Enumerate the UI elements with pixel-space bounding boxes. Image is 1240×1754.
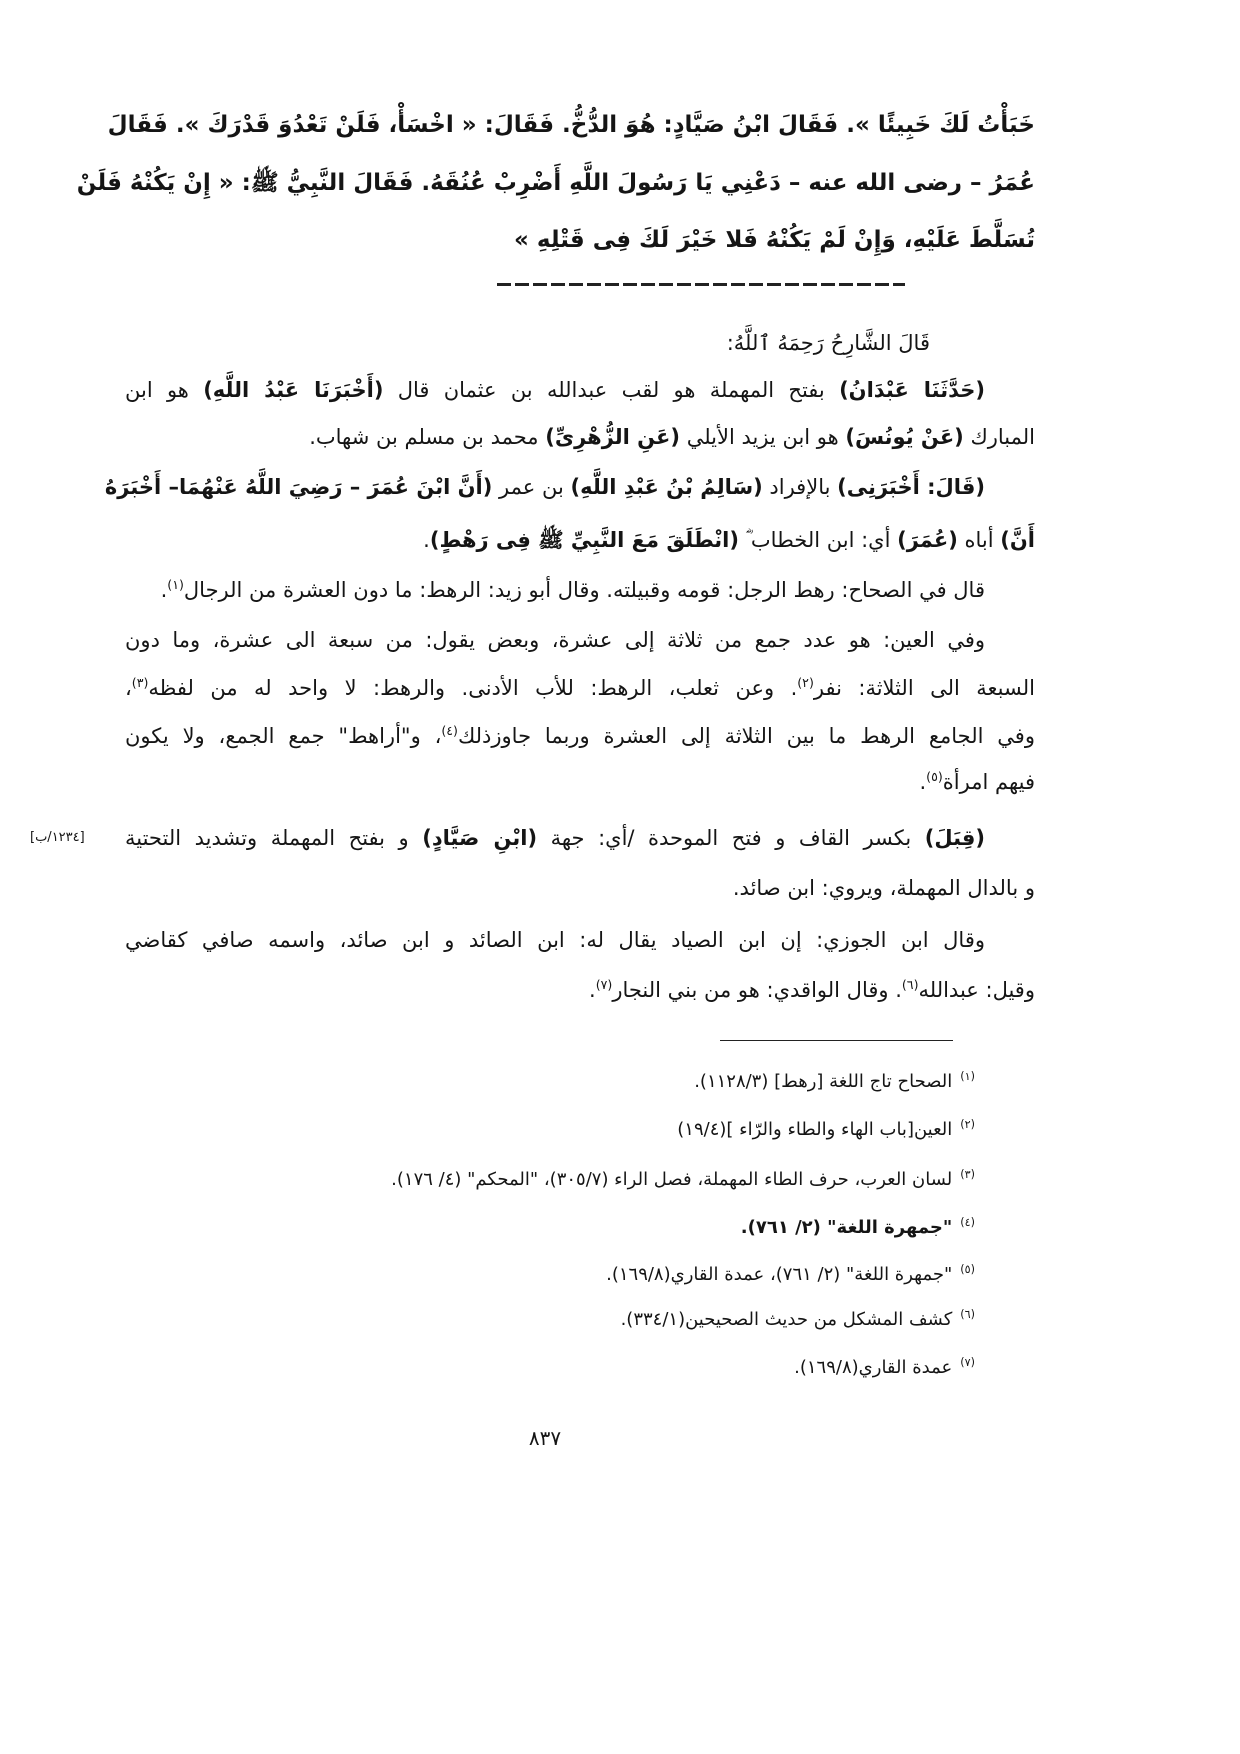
body-line bbox=[125, 668, 1035, 708]
footnote-marker: (٧) bbox=[960, 1356, 975, 1369]
footnote-marker: (٤) bbox=[960, 1216, 975, 1229]
text-run: ، bbox=[125, 676, 132, 700]
body-line bbox=[125, 570, 1035, 610]
bold-text: (حَدَّثَنَا عَبْدَانُ) bbox=[839, 378, 985, 402]
text-run: بكسر القاف و فتح الموحدة /أي: جهة bbox=[537, 826, 925, 850]
text-run: وقيل: عبدالله bbox=[918, 978, 1035, 1002]
text-run: "جمهرة اللغة" (٢/ ٧٦١)، عمدة القاري(١٦٩/٨). bbox=[606, 1264, 953, 1285]
footnote-reference: (١) bbox=[167, 577, 184, 592]
footnote-marker: (٦) bbox=[960, 1308, 975, 1321]
bold-text: (قِبَلَ) bbox=[924, 826, 986, 850]
text-run: أي: ابن الخطاب ؓ bbox=[738, 528, 898, 552]
footnote-marker: (٥) bbox=[960, 1263, 975, 1276]
body-line bbox=[125, 417, 1035, 457]
text-run: الصحاح تاج اللغة [رهط] (١١٢٨/٣). bbox=[694, 1071, 953, 1092]
footnote-marker: (١) bbox=[960, 1070, 975, 1083]
body-line bbox=[125, 970, 1035, 1010]
text-run: . bbox=[160, 578, 168, 602]
text-run: فيهم امرأة bbox=[942, 770, 1035, 794]
footnote-reference: (٦) bbox=[901, 977, 919, 992]
bold-text: أَنَّ) bbox=[1000, 528, 1035, 552]
footnote-reference: (٧) bbox=[595, 977, 613, 992]
text-run: . bbox=[919, 770, 927, 794]
margin-note: [١٢٣٤/ب] bbox=[30, 830, 85, 845]
body-line bbox=[125, 762, 1035, 802]
footnote bbox=[621, 1303, 975, 1337]
page-number: ٨٣٧ bbox=[528, 1426, 562, 1450]
footnote-separator bbox=[720, 1040, 953, 1041]
text-run: لسان العرب، حرف الطاء المهملة، فصل الراء (٣٠٥/٧)، "المحكم" (٤/ ١٧٦). bbox=[391, 1169, 953, 1190]
footnote bbox=[677, 1113, 975, 1147]
hadith-line: عُمَرُ – رضى الله عنه – دَعْنِي يَا رَسُولَ اللَّهِ أَضْرِبْ عُنُقَهُ. فَقَالَ النَّبِيُّ ﷺ: « إِنْ يَكُنْهُ فَلَنْ bbox=[76, 170, 1035, 196]
footnote-reference: (٤) bbox=[441, 723, 458, 738]
bold-text: (سَالِمُ بْنُ عَبْدِ اللَّهِ) bbox=[570, 475, 763, 499]
bold-text: (أَخْبَرَنَا عَبْدُ اللَّهِ) bbox=[203, 378, 384, 402]
text-run: محمد بن مسلم بن شهاب. bbox=[309, 425, 546, 449]
footnote-reference: (٣) bbox=[131, 675, 149, 690]
commentary-heading: قَالَ الشَّارِحُ رَحِمَهُ ٱللَّهُ: bbox=[726, 331, 930, 355]
text-run: قال في الصحاح: رهط الرجل: قومه وقبيلته. وقال أبو زيد: الرهط: ما دون العشرة من الرجال bbox=[183, 578, 985, 602]
text-run: . bbox=[589, 978, 596, 1002]
text-run: عمدة القاري(١٦٩/٨). bbox=[794, 1357, 953, 1378]
body-line bbox=[125, 520, 1035, 560]
text-run: . وقال الواقدي: هو من بني النجار bbox=[612, 978, 902, 1002]
footnote bbox=[391, 1163, 975, 1197]
bold-text: (عَنِ الزُّهْرِىِّ) bbox=[545, 425, 681, 449]
footnote bbox=[741, 1211, 975, 1245]
body-line bbox=[125, 920, 1035, 960]
text-run: هو ابن يزيد الأيلي bbox=[680, 425, 846, 449]
hadith-line: تُسَلَّطَ عَلَيْهِ، وَإِنْ لَمْ يَكُنْهُ فَلا خَيْرَ لَكَ فِى قَتْلِهِ » bbox=[514, 227, 1035, 253]
text-run: وقال ابن الجوزي: إن ابن الصياد يقال له: ابن الصائد و ابن صائد، واسمه صافي كقاضي bbox=[125, 928, 985, 952]
text-run: و بالدال المهملة، ويروي: ابن صائد. bbox=[732, 876, 1035, 900]
bold-text: (عُمَرَ) bbox=[897, 528, 958, 552]
footnote-marker: (٢) bbox=[960, 1118, 975, 1131]
body-line bbox=[125, 716, 1035, 756]
body-line bbox=[125, 868, 1035, 908]
body-line bbox=[125, 370, 1035, 410]
footnote-reference: (٢) bbox=[797, 675, 814, 690]
text-run: ، و"أراهط" جمع الجمع، ولا يكون bbox=[125, 724, 442, 748]
text-run: وفي العين: هو عدد جمع من ثلاثة إلى عشرة، وبعض يقول: من سبعة الى عشرة، وما دون bbox=[125, 628, 985, 652]
text-run: العين[باب الهاء والطاء والرّاء ](١٩/٤) bbox=[677, 1119, 953, 1140]
footnote bbox=[606, 1258, 975, 1292]
text-run: و بفتح المهملة وتشديد التحتية bbox=[125, 826, 423, 850]
body-line bbox=[104, 467, 1035, 507]
body-line bbox=[125, 620, 1035, 660]
bold-text: (عَنْ يُونُسَ) bbox=[845, 425, 964, 449]
text-run: كشف المشكل من حديث الصحيحين(٣٣٤/١). bbox=[620, 1309, 953, 1330]
footnote bbox=[794, 1351, 975, 1385]
text-run: السبعة الى الثلاثة: نفر bbox=[813, 676, 1035, 700]
text-run: أباه bbox=[957, 528, 1001, 552]
bold-text: (قَالَ: أَخْبَرَنِى) bbox=[837, 475, 985, 499]
bold-text: "جمهرة اللغة" (٢/ ٧٦١). bbox=[740, 1217, 953, 1238]
text-run: وفي الجامع الرهط ما بين الثلاثة إلى العشرة وربما جاوزذلك bbox=[457, 724, 1035, 748]
dashed-divider bbox=[497, 283, 905, 286]
text-run: . وعن ثعلب، الرهط: للأب الأدنى. والرهط: لا واحد له من لفظه bbox=[148, 676, 798, 700]
bold-text: (ابْنِ صَيَّادٍ) bbox=[422, 826, 538, 850]
bold-text: (انْطَلَقَ مَعَ النَّبِيِّ ﷺ فِى رَهْطٍ) bbox=[429, 528, 739, 552]
text-run: المبارك bbox=[963, 425, 1035, 449]
bold-text: (أَنَّ ابْنَ عُمَرَ – رَضِيَ اللَّهُ عَنْهُمَا– أَخْبَرَهُ bbox=[104, 475, 493, 499]
text-run: بن عمر bbox=[492, 475, 571, 499]
hadith-line: خَبَأْتُ لَكَ خَبِيئًا ». فَقَالَ ابْنُ صَيَّادٍ: هُوَ الدُّخُّ. فَقَالَ: « اخْسَأْ، فَلَنْ تَعْدُوَ قَدْرَكَ ». فَقَالَ bbox=[107, 112, 1035, 138]
text-run: . bbox=[423, 528, 430, 552]
text-run: بالإفراد bbox=[762, 475, 838, 499]
text-run: هو ابن bbox=[125, 378, 204, 402]
footnote-reference: (٥) bbox=[926, 769, 943, 784]
footnote-marker: (٣) bbox=[960, 1168, 975, 1181]
body-line bbox=[125, 818, 1035, 858]
text-run: بفتح المهملة هو لقب عبدالله بن عثمان قال bbox=[383, 378, 840, 402]
footnote bbox=[694, 1065, 975, 1099]
